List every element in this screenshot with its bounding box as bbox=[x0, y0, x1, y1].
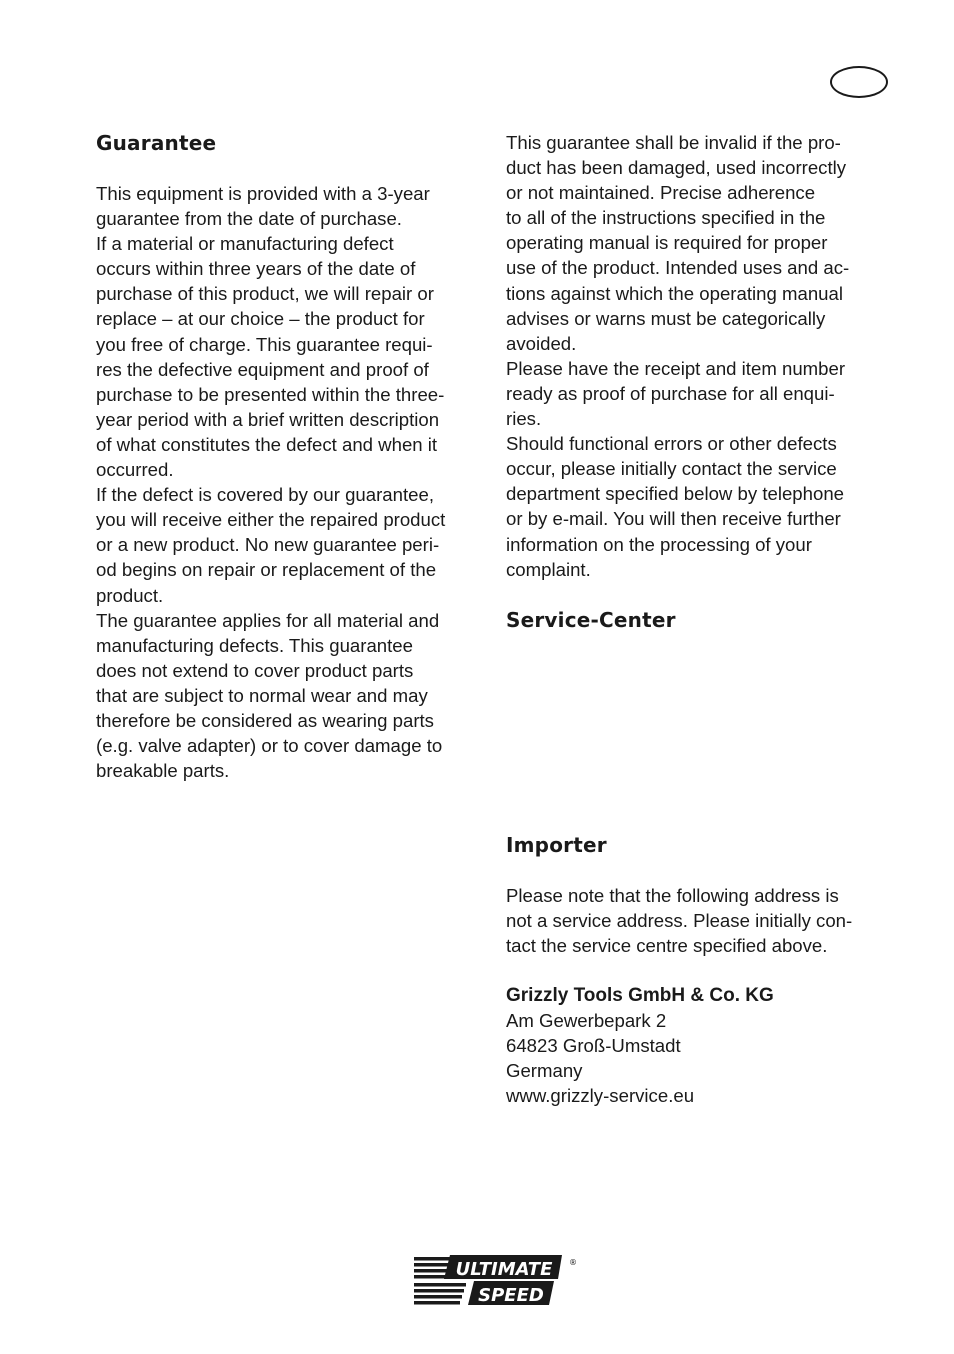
text-line: or by e-mail. You will then receive further bbox=[506, 508, 841, 530]
guarantee-continued-text bbox=[506, 130, 896, 582]
text-line: (e.g. valve adapter) or to cover damage to bbox=[96, 735, 443, 757]
importer-note bbox=[506, 883, 896, 958]
text-line: guarantee from the date of purchase. bbox=[96, 208, 402, 230]
text-line: to all of the instructions specified in the bbox=[506, 207, 826, 229]
text-line: Please have the receipt and item number bbox=[506, 357, 846, 379]
service-center-blank-area bbox=[506, 633, 896, 832]
address-country: Germany bbox=[506, 1060, 583, 1082]
text-line: occurs within three years of the date of bbox=[96, 258, 416, 280]
company-name: Grizzly Tools GmbH & Co. KG bbox=[506, 984, 774, 1006]
text-line: advises or warns must be categorically bbox=[506, 307, 826, 329]
language-badge bbox=[830, 66, 888, 98]
text-line: The guarantee applies for all material and bbox=[96, 609, 440, 631]
text-line: res the defective equipment and proof of bbox=[96, 358, 429, 380]
service-center-heading: Service-Center bbox=[506, 607, 676, 632]
text-line: If the defect is covered by our guarantee, bbox=[96, 484, 434, 506]
text-line: that are subject to normal wear and may bbox=[96, 684, 428, 706]
guarantee-text bbox=[96, 181, 486, 783]
text-line: you free of charge. This guarantee requi- bbox=[96, 333, 433, 355]
text-line: If a material or manufacturing defect bbox=[96, 233, 394, 255]
website-link[interactable]: www.grizzly-service.eu bbox=[506, 1085, 695, 1107]
text-line: or a new product. No new guarantee peri- bbox=[96, 534, 440, 556]
address-city: 64823 Groß-Umstadt bbox=[506, 1035, 681, 1057]
guarantee-section bbox=[96, 130, 486, 783]
text-line: or not maintained. Precise adherence bbox=[506, 182, 816, 204]
text-line: replace – at our choice – the product for bbox=[96, 308, 425, 330]
text-line: complaint. bbox=[506, 558, 591, 580]
guarantee-heading: Guarantee bbox=[96, 131, 217, 155]
right-column bbox=[506, 130, 896, 1108]
text-line: product. bbox=[96, 584, 164, 606]
importer-heading: Importer bbox=[506, 832, 607, 857]
text-line: ries. bbox=[506, 408, 542, 430]
address-street: Am Gewerbepark 2 bbox=[506, 1010, 667, 1032]
text-line: purchase to be presented within the three- bbox=[96, 383, 445, 405]
text-line: you will receive either the repaired product bbox=[96, 509, 446, 531]
text-line: occurred. bbox=[96, 459, 174, 481]
text-line: purchase of this product, we will repair or bbox=[96, 283, 434, 305]
logo-word-ultimate: ULTIMATE bbox=[455, 1259, 553, 1280]
text-line: manufacturing defects. This guarantee bbox=[96, 634, 413, 656]
text-line: tions against which the operating manual bbox=[506, 282, 843, 304]
text-line: occur, please initially contact the service bbox=[506, 458, 837, 480]
text-line: information on the processing of your bbox=[506, 533, 812, 555]
text-line: not a service address. Please initially con- bbox=[506, 909, 853, 931]
text-line: operating manual is required for proper bbox=[506, 232, 828, 254]
text-line: tact the service centre specified above. bbox=[506, 934, 828, 956]
logo-word-speed: SPEED bbox=[478, 1285, 544, 1306]
text-line: of what constitutes the defect and when it bbox=[96, 433, 438, 455]
text-line: department specified below by telephone bbox=[506, 483, 845, 505]
registered-mark: ® bbox=[569, 1258, 577, 1267]
text-line: od begins on repair or replacement of the bbox=[96, 559, 437, 581]
text-line: duct has been damaged, used incorrectly bbox=[506, 157, 847, 179]
text-line: use of the product. Intended uses and ac- bbox=[506, 257, 850, 279]
text-line: ready as proof of purchase for all enqui- bbox=[506, 382, 835, 404]
text-line: Please note that the following address is bbox=[506, 884, 839, 906]
text-line: Should functional errors or other defects bbox=[506, 433, 837, 455]
text-line: This guarantee shall be invalid if the pro- bbox=[506, 132, 841, 153]
text-line: breakable parts. bbox=[96, 760, 230, 782]
text-line: This equipment is provided with a 3-year bbox=[96, 183, 430, 204]
ultimate-speed-logo bbox=[412, 1253, 578, 1307]
importer-address bbox=[506, 983, 896, 1108]
text-line: does not extend to cover product parts bbox=[96, 659, 414, 681]
text-line: avoided. bbox=[506, 332, 577, 354]
text-line: therefore be considered as wearing parts bbox=[96, 709, 434, 731]
text-line: year period with a brief written description bbox=[96, 408, 440, 430]
